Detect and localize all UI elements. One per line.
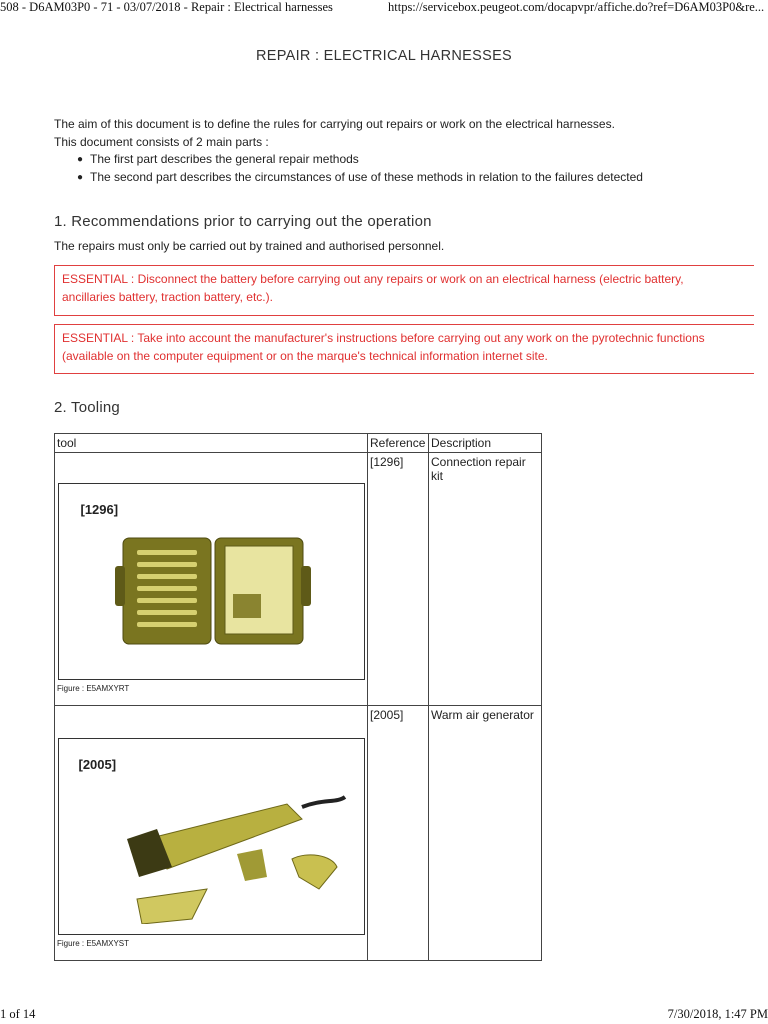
tool-figure-cell: [55, 453, 368, 706]
intro-text: [54, 116, 734, 186]
tool-figure-cell: [55, 706, 368, 961]
connection-repair-kit-image: [115, 524, 315, 654]
browser-print-header-url: https://servicebox.peugeot.com/docapvpr/affiche.do?ref=D6AM03P0&re...: [388, 0, 765, 14]
reference-cell: [2005]: [368, 706, 429, 961]
warning-text-line-1: ESSENTIAL : Take into account the manufacturer's instructions before carrying out any work on the pyrotechnic functions: [62, 331, 705, 345]
warning-box-battery: [54, 265, 754, 316]
figure-box: [58, 738, 365, 935]
warm-air-generator-image: [87, 759, 347, 924]
column-header-description: Description: [429, 434, 542, 453]
section-1-paragraph: The repairs must only be carried out by trained and authorised personnel.: [54, 239, 445, 253]
print-footer-page-number: 1 of 14: [0, 1007, 36, 1021]
list-item: ● The first part describes the general repair methods: [54, 151, 734, 169]
warning-text-line-2: ancillaries battery, traction battery, etc.).: [62, 289, 273, 304]
section-1-heading: 1. Recommendations prior to carrying out the operation: [54, 213, 432, 230]
warning-text-line-1: ESSENTIAL : Disconnect the battery before carrying out any repairs or work on an electrical harness (electric battery,: [62, 272, 684, 286]
figure-tag: [1296]: [80, 502, 119, 517]
table-row: [55, 706, 542, 961]
figure-box: [58, 483, 365, 680]
warning-box-pyrotechnic: [54, 324, 754, 374]
figure-tag: [2005]: [78, 757, 117, 772]
column-header-tool: tool: [55, 434, 368, 453]
bullet-icon: ●: [77, 154, 84, 165]
bullet-icon: ●: [77, 171, 84, 183]
page-title: REPAIR : ELECTRICAL HARNESSES: [255, 48, 513, 64]
intro-bullet-list: [54, 151, 734, 186]
description-cell: Warm air generator: [429, 706, 542, 961]
intro-line-1: The aim of this document is to define the rules for carrying out repairs or work on the electrical harnesses.: [54, 117, 615, 131]
figure-caption: Figure : E5AMXYST: [57, 939, 130, 948]
figure-caption: Figure : E5AMXYRT: [57, 684, 130, 693]
section-2-heading: 2. Tooling: [54, 399, 120, 416]
column-header-reference: Reference: [368, 434, 429, 453]
table-row: [55, 453, 542, 706]
browser-print-header-title: 508 - D6AM03P0 - 71 - 03/07/2018 - Repair : Electrical harnesses: [0, 0, 333, 14]
list-item: ● The second part describes the circumstances of use of these methods in relation to the failures detected: [54, 169, 734, 187]
reference-cell: [1296]: [368, 453, 429, 706]
description-cell: Connection repair kit: [429, 453, 542, 706]
intro-line-2: This document consists of 2 main parts :: [54, 134, 269, 149]
warning-text-line-2: (available on the computer equipment or on the marque's technical information internet site.: [62, 348, 548, 363]
print-footer-datetime: 7/30/2018, 1:47 PM: [667, 1007, 768, 1021]
table-header-row: [55, 434, 542, 453]
tooling-table: [54, 433, 542, 961]
